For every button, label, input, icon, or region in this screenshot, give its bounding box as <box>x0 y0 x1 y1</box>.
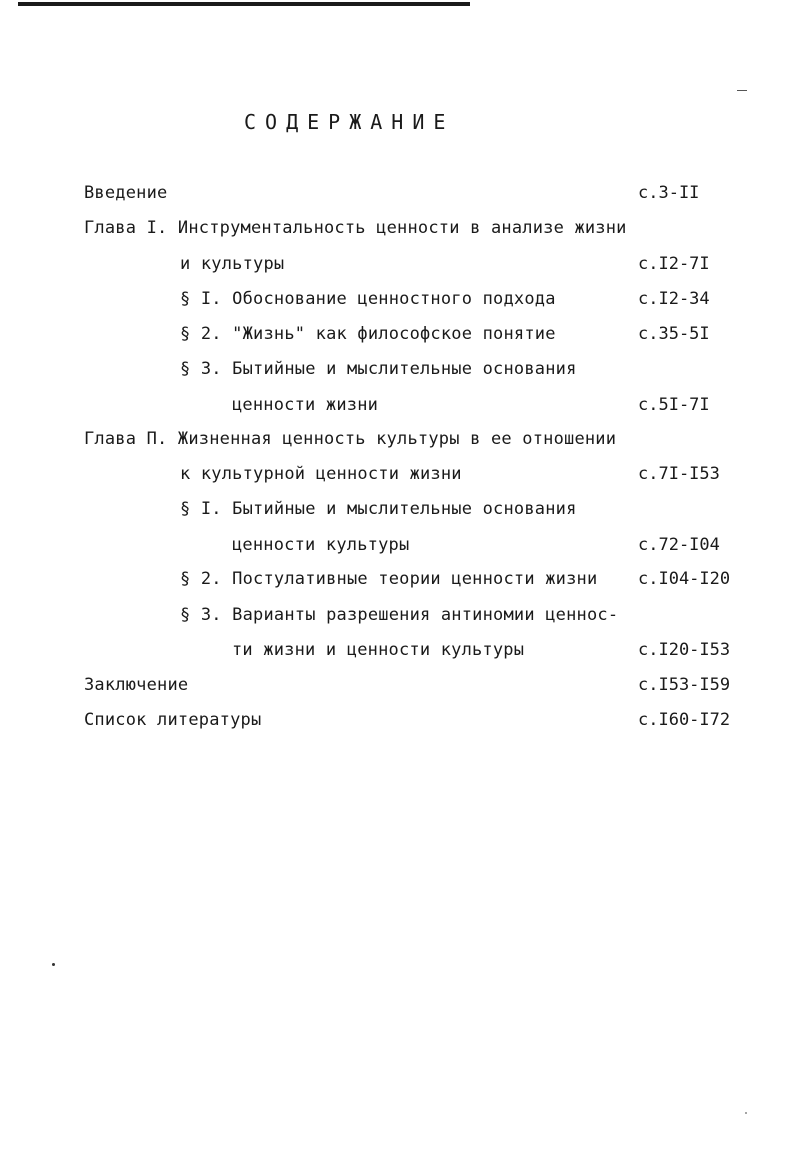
toc-conclusion-label: Заключение <box>84 675 189 695</box>
corner-mark <box>737 90 747 91</box>
toc-bibliography-label: Список литературы <box>84 710 262 730</box>
toc-bibliography-page: с.I60-I72 <box>638 710 731 730</box>
toc-ch2-sec3-page: с.I20-I53 <box>638 640 731 660</box>
toc-ch1-page: с.I2-7I <box>638 254 710 274</box>
toc-ch2-sec3-label-line1: § 3. Варианты разрешения антиномии ценнос- <box>180 605 619 625</box>
toc-intro-page: с.3-II <box>638 183 700 203</box>
toc-ch1-sec2-label: § 2. "Жизнь" как философское понятие <box>180 324 556 344</box>
toc-ch2-sec3-label-line2: ти жизни и ценности культуры <box>232 640 525 660</box>
toc-ch1-sec1-page: с.I2-34 <box>638 289 710 309</box>
toc-ch2-sec2-page: с.I04-I20 <box>638 569 731 589</box>
toc-ch2-label-line1: Глава П. Жизненная ценность культуры в ее отношении <box>84 429 617 449</box>
toc-ch1-sec1-label: § I. Обоснование ценностного подхода <box>180 289 556 309</box>
toc-ch2-sec1-label-line1: § I. Бытийные и мыслительные основания <box>180 499 577 519</box>
page-title: СОДЕРЖАНИЕ <box>244 110 455 134</box>
top-rule <box>18 2 470 6</box>
toc-ch1-sec3-page: с.5I-7I <box>638 395 710 415</box>
toc-ch1-sec3-label-line1: § 3. Бытийные и мыслительные основания <box>180 359 577 379</box>
toc-intro-label: Введение <box>84 183 168 203</box>
toc-ch1-sec2-page: с.35-5I <box>638 324 710 344</box>
toc-conclusion-page: с.I53-I59 <box>638 675 731 695</box>
toc-ch2-page: с.7I-I53 <box>638 464 720 484</box>
scan-speck <box>52 963 55 966</box>
toc-ch1-sec3-label-line2: ценности жизни <box>232 395 379 415</box>
toc-ch1-label-line2: и культуры <box>180 254 285 274</box>
scan-speck <box>745 1112 747 1114</box>
toc-ch2-sec1-page: с.72-I04 <box>638 535 720 555</box>
toc-ch2-sec2-label: § 2. Постулативные теории ценности жизни <box>180 569 598 589</box>
toc-ch2-sec1-label-line2: ценности культуры <box>232 535 410 555</box>
toc-ch2-label-line2: к культурной ценности жизни <box>180 464 462 484</box>
toc-ch1-label-line1: Глава I. Инструментальность ценности в анализе жизни <box>84 218 627 238</box>
